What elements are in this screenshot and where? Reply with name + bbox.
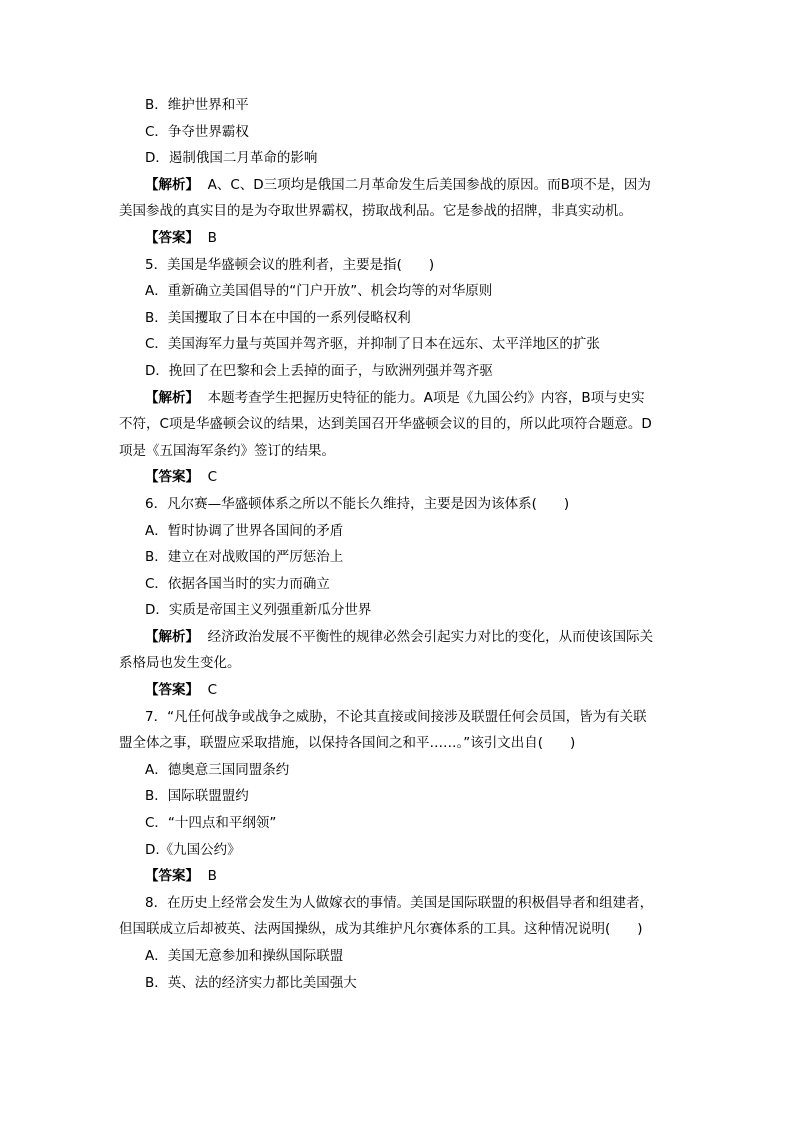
line-text: A．美国无意参加和操纵国际联盟 bbox=[145, 948, 344, 964]
answer-label: 【答案】 bbox=[145, 229, 199, 246]
answer-option bbox=[119, 119, 679, 146]
answer-line bbox=[119, 225, 679, 252]
line-text: 7．“凡任何战争或战争之威胁，不论其直接或间接涉及联盟任何会员国，皆为有关联 bbox=[145, 708, 647, 725]
line-text: B．维护世界和平 bbox=[145, 97, 249, 113]
analysis-line bbox=[119, 385, 679, 412]
line-text: A．重新确立美国倡导的“门户开放”、机会均等的对华原则 bbox=[145, 283, 493, 300]
line-text: D．遏制俄国二月革命的影响 bbox=[145, 150, 318, 167]
answer-option bbox=[119, 943, 679, 970]
line-text: B bbox=[199, 229, 217, 246]
answer-line bbox=[119, 677, 679, 704]
answer-option bbox=[119, 358, 679, 385]
line-text: B．美国攫取了日本在中国的一系列侵略权利 bbox=[145, 309, 411, 326]
line-text: B bbox=[199, 868, 217, 885]
answer-option bbox=[119, 145, 679, 172]
answer-line bbox=[119, 464, 679, 491]
question-stem bbox=[119, 704, 679, 731]
answer-option bbox=[119, 810, 679, 837]
line-text: D.《九国公约》 bbox=[145, 841, 241, 858]
answer-label: 【答案】 bbox=[145, 682, 199, 699]
line-text: B．建立在对战败国的严厉惩治上 bbox=[145, 549, 344, 566]
answer-option bbox=[119, 597, 679, 624]
question-stem bbox=[119, 491, 679, 518]
continuation-line bbox=[119, 650, 679, 677]
line-text: C bbox=[199, 682, 218, 699]
answer-option bbox=[119, 518, 679, 545]
answer-option bbox=[119, 571, 679, 598]
line-text: C．依据各国当时的实力而确立 bbox=[145, 575, 330, 592]
line-text: 6．凡尔赛—华盛顿体系之所以不能长久维持，主要是因为该体系( ) bbox=[145, 495, 570, 512]
analysis-line bbox=[119, 624, 679, 651]
analysis-label: 【解析】 bbox=[145, 389, 199, 406]
line-text: A．德奥意三国同盟条约 bbox=[145, 761, 290, 778]
line-text: B．英、法的经济实力都比美国强大 bbox=[145, 974, 357, 991]
answer-option bbox=[119, 757, 679, 784]
line-text: 但国联成立后却被英、法两国操纵，成为其维护凡尔赛体系的工具。这种情况说明( ) bbox=[119, 921, 643, 938]
line-text: C．争夺世界霸权 bbox=[145, 123, 249, 140]
line-text: A．暂时协调了世界各国间的矛盾 bbox=[145, 522, 344, 539]
question-stem bbox=[119, 252, 679, 279]
answer-label: 【答案】 bbox=[145, 469, 199, 486]
line-text: 8．在历史上经常会发生为人做嫁衣的事情。美国是国际联盟的积极倡导者和组建者， bbox=[145, 894, 654, 911]
answer-option bbox=[119, 544, 679, 571]
line-text: C．美国海军力量与英国并驾齐驱，并抑制了日本在远东、太平洋地区的扩张 bbox=[145, 336, 600, 353]
line-text: D．挽回了在巴黎和会上丢掉的面子，与欧洲列强并驾齐驱 bbox=[145, 362, 493, 379]
continuation-line bbox=[119, 198, 679, 225]
analysis-line bbox=[119, 172, 679, 199]
continuation-line bbox=[119, 438, 679, 465]
continuation-line bbox=[119, 730, 679, 757]
line-text: 系格局也发生变化。 bbox=[119, 655, 241, 672]
line-text: 5．美国是华盛顿会议的胜利者，主要是指( ) bbox=[145, 256, 435, 273]
line-text: 项是《五国海军条约》签订的结果。 bbox=[119, 442, 335, 459]
line-text: B．国际联盟盟约 bbox=[145, 788, 249, 805]
answer-option bbox=[119, 970, 679, 997]
line-text: C．“十四点和平纲领” bbox=[145, 815, 277, 832]
line-text: A、C、D三项均是俄国二月革命发生后美国参战的原因。而B项不是，因为 bbox=[199, 176, 651, 193]
answer-option bbox=[119, 278, 679, 305]
line-text: 本题考查学生把握历史特征的能力。A项是《九国公约》内容，B项与史实 bbox=[199, 389, 645, 406]
line-text: 美国参战的真实目的是为夺取世界霸权，捞取战利品。它是参战的招牌，非真实动机。 bbox=[119, 203, 632, 220]
answer-option bbox=[119, 305, 679, 332]
question-stem bbox=[119, 890, 679, 917]
analysis-label: 【解析】 bbox=[145, 628, 199, 645]
line-text: 不符，C项是华盛顿会议的结果，达到美国召开华盛顿会议的目的，所以此项符合题意。D bbox=[119, 416, 652, 433]
analysis-label: 【解析】 bbox=[145, 176, 199, 193]
answer-option bbox=[119, 783, 679, 810]
line-text: C bbox=[199, 469, 218, 486]
line-text: D．实质是帝国主义列强重新瓜分世界 bbox=[145, 602, 372, 619]
continuation-line bbox=[119, 411, 679, 438]
answer-label: 【答案】 bbox=[145, 868, 199, 885]
answer-option bbox=[119, 92, 679, 119]
continuation-line bbox=[119, 916, 679, 943]
answer-option bbox=[119, 331, 679, 358]
document-body bbox=[119, 92, 679, 996]
line-text: 盟全体之事，联盟应采取措施，以保持各国间之和平……。”该引文出自( ) bbox=[119, 735, 576, 752]
line-text: 经济政治发展不平衡性的规律必然会引起实力对比的变化，从而使该国际关 bbox=[199, 628, 654, 645]
answer-line bbox=[119, 863, 679, 890]
answer-option bbox=[119, 837, 679, 864]
